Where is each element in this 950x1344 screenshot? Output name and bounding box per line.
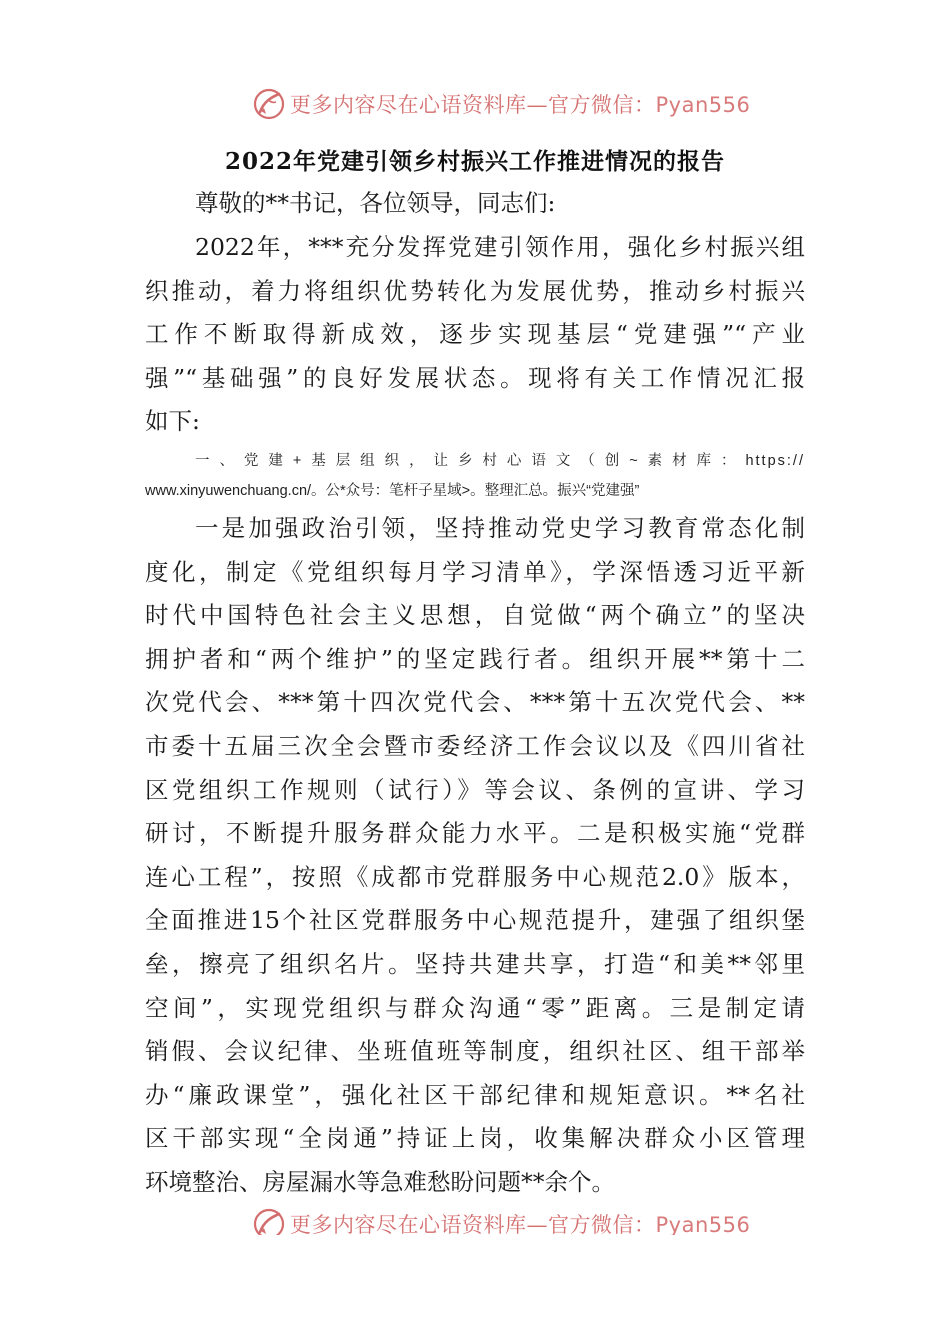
heading-line: 一、党建+基层组织，让乡村心语文（创~素材库：https:// — [195, 453, 805, 469]
banner-text: 更多内容尽在心语资料库—官方微信：Pyan556 — [290, 93, 751, 117]
text-line: 2022年，***充分发挥党建引领作用，强化乡村振兴组 — [195, 233, 805, 261]
text-line: 次党代会、***第十四次党代会、***第十五次党代会、** — [145, 688, 805, 717]
banner-text: 更多内容尽在心语资料库—官方微信：Pyan556 — [290, 1213, 751, 1235]
greeting: 尊敬的**书记，各位领导，同志们: — [195, 189, 556, 217]
text-line: 连心工程”，按照《成都市党群服务中心规范2.0》版本， — [145, 862, 805, 891]
text-line: 织推动，着力将组织优势转化为发展优势，推动乡村振兴 — [145, 276, 805, 305]
text-line: 强”“基础强”的良好发展状态。现将有关工作情况汇报 — [145, 363, 805, 392]
intro-paragraph — [145, 226, 805, 444]
header-banner — [252, 84, 752, 124]
greeting-block — [145, 182, 805, 226]
text-line: 拥护者和“两个维护”的坚定践行者。组织开展**第十二 — [145, 644, 805, 673]
text-line: 全面推进15个社区党群服务中心规范提升，建强了组织堡 — [145, 906, 805, 935]
footer-banner — [252, 1205, 752, 1235]
text-line: 研讨，不断提升服务群众能力水平。二是积极实施“党群 — [145, 819, 805, 848]
document-title: 2022年党建引领乡村振兴工作推进情况的报告 — [224, 148, 725, 175]
text-line: 度化，制定《党组织每月学习清单》，学深悟透习近平新 — [145, 557, 805, 586]
text-line: 环境整治、房屋漏水等急难愁盼问题**余个。 — [145, 1167, 615, 1196]
text-line: 办“廉政课堂”，强化社区干部纪律和规矩意识。**名社 — [145, 1080, 805, 1109]
text-line: 市委十五届三次全会暨市委经济工作会议以及《四川省社 — [145, 731, 805, 760]
text-line: 工作不断取得新成效，逐步实现基层“党建强”“产业 — [145, 320, 805, 349]
brush-logo-icon — [252, 1207, 286, 1235]
text-line: 销假、会议纪律、坐班值班等制度，组织社区、组干部举 — [145, 1037, 805, 1066]
text-line: 空间”，实现党组织与群众沟通“零”距离。三是制定请 — [145, 993, 805, 1022]
text-line: 垒，擦亮了组织名片。坚持共建共享，打造“和美**邻里 — [145, 949, 805, 978]
text-line: 时代中国特色社会主义思想，自觉做“两个确立”的坚决 — [145, 601, 805, 630]
section-heading — [145, 446, 805, 506]
brush-logo-icon — [252, 87, 286, 121]
text-line: 如下: — [145, 407, 200, 436]
text-line: 一是加强政治引领，坚持推动党史学习教育常态化制 — [195, 514, 805, 542]
text-line: 区党组织工作规则（试行）》等会议、条例的宣讲、学习 — [145, 775, 805, 804]
body-paragraph — [145, 507, 805, 1205]
heading-line: www.xinyuwenchuang.cn/。公*众号：笔杆子星域>。整理汇总。振兴“党建强” — [145, 483, 640, 499]
text-line: 区干部实现“全岗通”持证上岗，收集解决群众小区管理 — [145, 1124, 805, 1153]
